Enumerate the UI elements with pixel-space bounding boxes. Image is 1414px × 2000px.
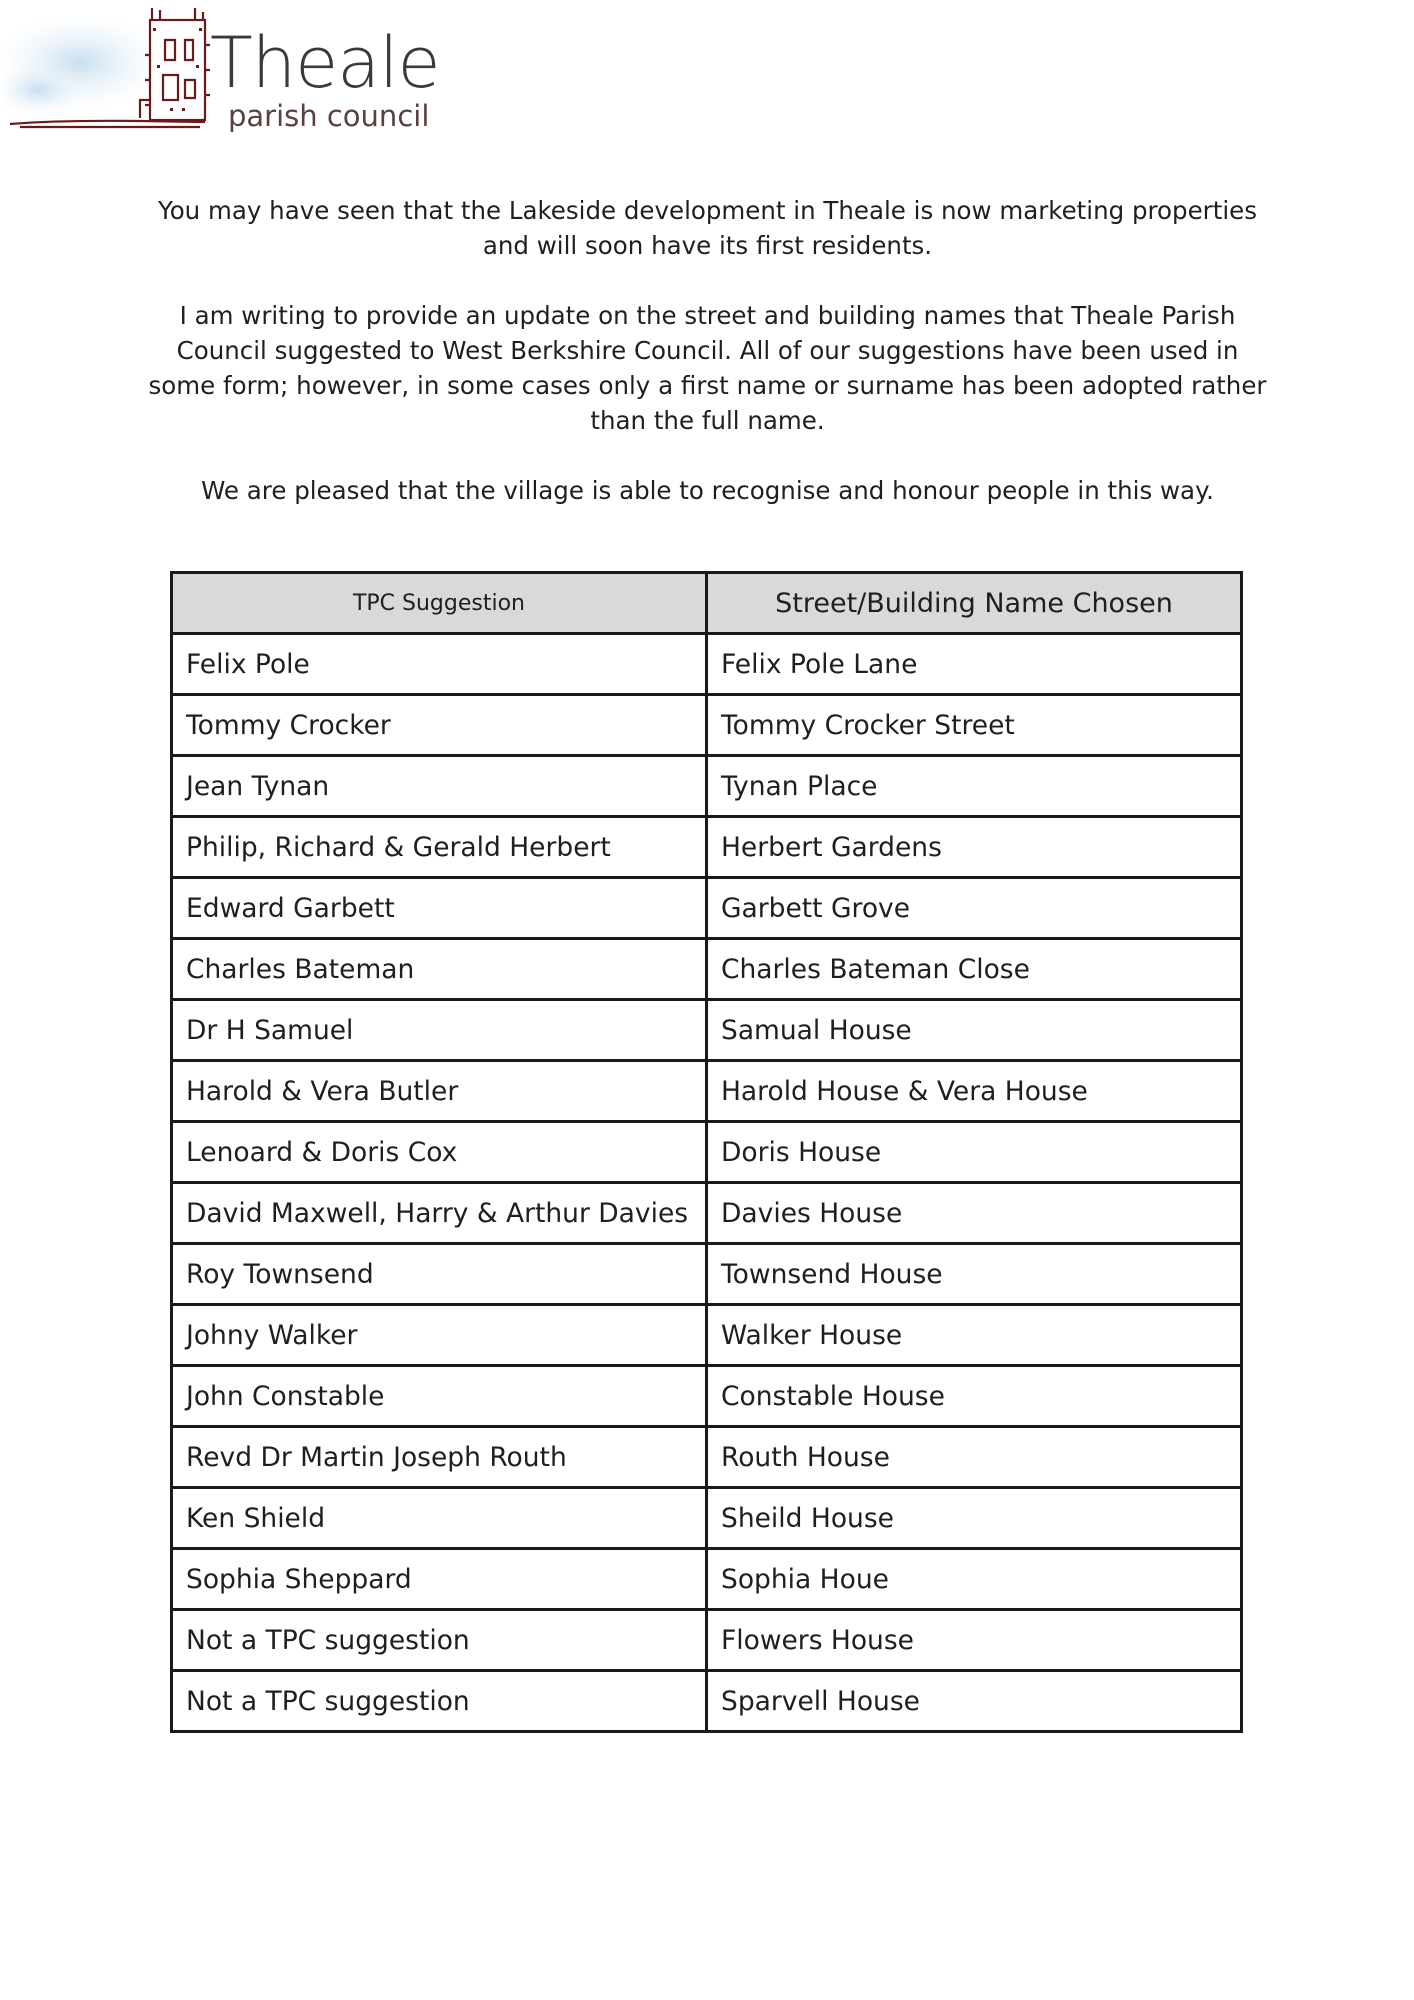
cell-name-chosen: Constable House xyxy=(707,1366,1242,1427)
cell-name-chosen: Doris House xyxy=(707,1122,1242,1183)
table-row xyxy=(172,1061,1242,1122)
table-body xyxy=(172,634,1242,1732)
logo-title: Theale xyxy=(210,22,440,104)
theale-parish-council-logo xyxy=(0,0,440,145)
cell-name-chosen: Townsend House xyxy=(707,1244,1242,1305)
table-row xyxy=(172,878,1242,939)
cell-tpc-suggestion: Johny Walker xyxy=(172,1305,707,1366)
table-row xyxy=(172,1366,1242,1427)
cell-tpc-suggestion: Charles Bateman xyxy=(172,939,707,1000)
intro-paragraph: I am writing to provide an update on the street and building names that Theale Parish Council suggested to West Berkshire Council. All of our suggestions have been used in some form; however, in some cases only a first name or surname has been adopted rather than the full name. xyxy=(148,301,1267,435)
cell-tpc-suggestion: Not a TPC suggestion xyxy=(172,1671,707,1732)
table-row xyxy=(172,1488,1242,1549)
cell-tpc-suggestion: Harold & Vera Butler xyxy=(172,1061,707,1122)
intro-text xyxy=(140,193,1275,543)
church-tower-icon xyxy=(0,0,210,140)
table-row xyxy=(172,1122,1242,1183)
cell-name-chosen: Felix Pole Lane xyxy=(707,634,1242,695)
cell-tpc-suggestion: John Constable xyxy=(172,1366,707,1427)
cell-tpc-suggestion: Jean Tynan xyxy=(172,756,707,817)
table-row xyxy=(172,1610,1242,1671)
table-row xyxy=(172,1244,1242,1305)
table-row xyxy=(172,634,1242,695)
cell-name-chosen: Sparvell House xyxy=(707,1671,1242,1732)
cell-tpc-suggestion: Dr H Samuel xyxy=(172,1000,707,1061)
table-row xyxy=(172,1183,1242,1244)
street-names-table xyxy=(170,571,1243,1733)
table-row xyxy=(172,695,1242,756)
cell-tpc-suggestion: Lenoard & Doris Cox xyxy=(172,1122,707,1183)
cell-tpc-suggestion: Roy Townsend xyxy=(172,1244,707,1305)
intro-paragraph: You may have seen that the Lakeside development in Theale is now marketing properties and will soon have its first residents. xyxy=(157,196,1257,260)
cell-name-chosen: Samual House xyxy=(707,1000,1242,1061)
table-row xyxy=(172,1305,1242,1366)
table-header-row xyxy=(172,573,1242,634)
logo-subtitle: parish council xyxy=(228,99,430,133)
cell-tpc-suggestion: Felix Pole xyxy=(172,634,707,695)
table-row xyxy=(172,1427,1242,1488)
cell-name-chosen: Garbett Grove xyxy=(707,878,1242,939)
cell-name-chosen: Tommy Crocker Street xyxy=(707,695,1242,756)
cell-tpc-suggestion: Not a TPC suggestion xyxy=(172,1610,707,1671)
table-row xyxy=(172,756,1242,817)
table-row xyxy=(172,1000,1242,1061)
column-header-name-chosen: Street/Building Name Chosen xyxy=(707,573,1242,634)
cell-tpc-suggestion: Tommy Crocker xyxy=(172,695,707,756)
cell-tpc-suggestion: Ken Shield xyxy=(172,1488,707,1549)
cell-name-chosen: Flowers House xyxy=(707,1610,1242,1671)
cell-name-chosen: Herbert Gardens xyxy=(707,817,1242,878)
cell-tpc-suggestion: Revd Dr Martin Joseph Routh xyxy=(172,1427,707,1488)
cell-name-chosen: Tynan Place xyxy=(707,756,1242,817)
cell-tpc-suggestion: Philip, Richard & Gerald Herbert xyxy=(172,817,707,878)
cell-name-chosen: Charles Bateman Close xyxy=(707,939,1242,1000)
intro-paragraph: We are pleased that the village is able to recognise and honour people in this way. xyxy=(201,476,1214,505)
table-row xyxy=(172,939,1242,1000)
cell-name-chosen: Harold House & Vera House xyxy=(707,1061,1242,1122)
cell-name-chosen: Sophia Houe xyxy=(707,1549,1242,1610)
cell-name-chosen: Sheild House xyxy=(707,1488,1242,1549)
cell-name-chosen: Davies House xyxy=(707,1183,1242,1244)
cell-name-chosen: Routh House xyxy=(707,1427,1242,1488)
table-row xyxy=(172,1671,1242,1732)
cell-tpc-suggestion: Sophia Sheppard xyxy=(172,1549,707,1610)
cell-tpc-suggestion: David Maxwell, Harry & Arthur Davies xyxy=(172,1183,707,1244)
cell-name-chosen: Walker House xyxy=(707,1305,1242,1366)
table-row xyxy=(172,817,1242,878)
column-header-tpc-suggestion: TPC Suggestion xyxy=(172,573,707,634)
table-row xyxy=(172,1549,1242,1610)
cell-tpc-suggestion: Edward Garbett xyxy=(172,878,707,939)
